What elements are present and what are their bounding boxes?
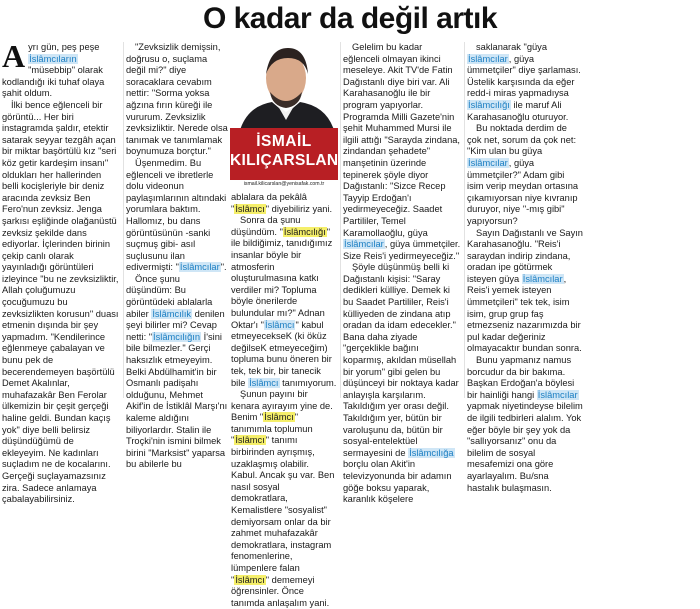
highlighted-term: İslâmcıların <box>29 53 77 64</box>
body-text: " tanımı birbirinden ayrışmış, uzaklaşmış olabilir. Kabul. Ancak şu var. Ben nasıl sosyal demokratlara, Kemalistlere "sosyalist" demiyorsam onlar da bir zahmet muhafazakâr demokratlara, instagram fenomenlerine, lümpenlere falan " <box>231 435 335 585</box>
paragraph <box>126 158 228 274</box>
highlighted-term: İslâmcılar <box>522 273 563 284</box>
body-text: saklanarak "güya <box>476 42 548 52</box>
paragraph <box>231 389 337 609</box>
body-text: İ'sini bile bilmezler." Gerçi haksızlık etmeyeyim. Belki Abdülhamit'in bir Osmanlı padişahı olduğunu, Mehmet Akif'in de İstiklâl Marşı'nı kaleme aldığını biliyorlardır. Stalin ile Troçki'nin ismini bilmek birini "Marksist" yaparsa bu abilerle bu <box>126 331 228 470</box>
body-text: , güya ümmetçiler. Size Reis'i yedirmeyeceğiz." <box>343 239 461 261</box>
body-text: Bu noktada derdim de çok net, sorum da çok net: "Kim ulan bu güya <box>467 123 577 157</box>
paragraph <box>343 42 461 262</box>
highlighted-term: İslâmcı <box>264 319 295 330</box>
body-text: borçlu olan Akit'in televizyonunda bir adamın göğe boksu yaparak, karanlık köşelere <box>343 459 452 505</box>
dropcap: A <box>2 38 26 74</box>
body-text: Önce şunu düşündüm: Bu görüntüdeki ablalarla abiler <box>126 273 213 319</box>
author-byline <box>230 128 338 180</box>
paragraph <box>467 42 583 123</box>
paragraph <box>126 42 228 158</box>
body-text: " tanımımla toplumun " <box>231 412 313 446</box>
paragraph <box>467 228 583 356</box>
paragraph <box>343 262 461 505</box>
body-text: Şunun payını bir kenara ayırayım yine de. Benim " <box>231 389 333 423</box>
highlighted-term: İslâmcılığa <box>409 447 454 458</box>
body-text: Şöyle düşünmüş belli ki Dağıstanlı kişisi: "Saray dedikleri külliye. Demek ki bu Saadet Partililer, Reis'i külliyeden de zindana atıp oradan da idam edecekler." Bana daha ziyade "gerçeklikle bağını koparmış, akıldan müsellah bir yorum" gibi gelen bu düşünceyi bir noktaya kadar anlayışla karşılarım. Takıldığım yer orası değil. Takıldığım yer, bütün bir varoluşunu da, bütün bir sosyal-entelektüel sermayesini de <box>343 262 459 458</box>
column-2 <box>126 42 228 470</box>
body-text: Sayın Dağıstanlı ve Sayın Karahasanoğlu. "Reis'i saraydan indirip zindana, oradan ipe götürmek isteyen güya <box>467 227 583 284</box>
column-3 <box>231 192 337 608</box>
body-text: , Reis'i yemek isteyen ümmetçileri" tek tek, isim isim, grup grup faş etmezseniz nazarımızda bir pul kadar değeriniz olmayacaktır bundan sonra. <box>467 273 582 354</box>
body-text: Üşenmedim. Bu eğlenceli ve ibretlerle dolu videonun paylaşımlarının altındaki yorumlara baktım. Hallomız, bu dans görüntüsünün -sanki suçmuş gibi- asıl suçlusunu ilan edivermişti: " <box>126 157 227 273</box>
highlighted-term: İslâmcılık <box>152 308 192 319</box>
paragraph <box>231 215 337 389</box>
column-divider <box>464 42 465 398</box>
body-text: " diyebiliriz yani. <box>265 203 333 214</box>
paragraph <box>231 192 337 215</box>
body-text: Bunu yapmanız namus borcudur da bir bakıma. Başkan Erdoğan'a böylesi bir hainliği hangi <box>467 355 575 400</box>
highlighted-term: İslâmcı <box>235 435 265 446</box>
author-portrait-icon <box>230 40 338 130</box>
author-email[interactable]: ismail.kilicarslan@yenisafak.com.tr <box>243 181 325 187</box>
headline: O kadar da değil artık <box>202 2 498 35</box>
paragraph <box>126 274 228 471</box>
body-text: , güya ümmetçiler?" Adam gibi isim verip meydan ortasına çıkamıyorsan niye kıvranıp duruyor, niye "-mış gibi" yapıyorsun? <box>467 157 579 226</box>
body-text: tanımıyorum. <box>279 377 337 388</box>
column-1 <box>2 38 120 505</box>
body-text: İlki bence eğlenceli bir görüntü... Her biri instagramda şaldır, etektir satarak seyyar tezgâh açan bir miktar başörtülü kız "seri köz getir kardeşim insanı" oldukları her hallerinden belli kocişleriyle bir deniz aracında zevksiz Ben Fero'nun zevksiz. Jenga şarkısı eşliğinde olağanüstü zevksiz şekilde dans ediyorlar. İçlerinden birinin çekip canlı olarak yayınladığı görüntüleri izleyince "bu ne zevksizliktir, Allah çoluğumuzu çocuğumuzu bu zevksizlikten korusun" duası etmenin dışında bir şey yapmadım. "Kendilerince eğlenmeye çabalayan ve bunu pek de becerendemeyen başörtülü Demet Akalınlar, muhafazakâr Ben Ferolar ülkemizin bir çeşit gerçeği haline geldi. Bundan kaçış yok" diye belli belirsiz düşündüğümü de ekleyeyim. Ne kadınları suçladım ne de kocalarını. Gerçeği suçlayamazsınız zira. Sadece anlamaya çabalayabilirsiniz. <box>2 99 119 505</box>
highlighted-term: İslâmcılar <box>179 262 220 273</box>
body-text: "Zevksizlik demişsin, doğrusu o, suçlama değil mi?" diye soracaklara cevabım nettir: "Sorma yoksa ağzına fırın küreği ile vururum. Zevksizlik zevksizliktir. Nerede olsa tanımak ve tanımlamak boynumuza borçtur." <box>126 42 228 157</box>
column-5 <box>467 42 583 493</box>
highlighted-term: İslâmcılığın <box>153 331 201 342</box>
highlighted-term: İslâmcılar <box>344 239 384 250</box>
column-divider <box>123 42 124 398</box>
highlighted-term: İslâmcılar <box>468 157 508 168</box>
body-text: yapmak niyetindeyse bilelim de ilgili tedbirleri alalım. Yok eğer böyle bir şey yok da "sallıyorsanız" onu da bilelim de sosyal mesafemizi ona göre ayarlayalım. Bu/sna hastalık bulaşmasın. <box>467 401 583 493</box>
column-4 <box>343 42 461 505</box>
body-text: yrı gün, peş peşe <box>28 42 100 52</box>
body-text: ablalara da pekâlâ " <box>231 192 307 214</box>
highlighted-term: İslâmcı <box>264 412 294 423</box>
highlighted-term: İslâmcı <box>235 203 265 214</box>
body-text: , güya ümmetçiler" diye şarlaması. Üstelik karşısında da eğer redd-i miras yapmadıysa <box>467 53 581 99</box>
author-last-name: KILIÇARSLAN <box>230 152 339 169</box>
highlighted-term: İslâmcılığı <box>468 99 510 110</box>
body-text: ". <box>220 262 227 273</box>
highlighted-term: İslâmcılar <box>537 389 578 400</box>
body-text: Gelelim bu kadar eğlenceli olmayan ikinci meseleye. Akit TV'de Fatin Dağıstanlı diye biri var. Ali Karahasanoğlu ile bir program yapıyorlar. Programda Milli Gazete'nin şehit Muhammed Mursi ile ilgili attığı "Sarayda zindana, zindandan şehadete" manşetinin üzerinde tepinerek şöyle diyor Dağıstanlı: "Sizce Recep Tayyip Erdoğan'ı yedirmeyeceğiz. Saadet Partililer, Temel Karamollaoğlu, güya <box>343 42 460 238</box>
highlighted-term: İslâmcılığı <box>283 226 326 237</box>
body-text: Sonra da şunu düşündüm. " <box>231 215 301 237</box>
column-divider <box>340 42 341 398</box>
body-text: " dememeyi öğrensinler. Önce tanımda anlaşalım yani. <box>231 574 330 608</box>
paragraph <box>2 100 120 506</box>
author-first-name: İSMAİL <box>256 133 312 150</box>
body-text: ile maruf Ali Karahasanoğlu oturuyor. <box>467 99 569 122</box>
highlighted-term: İslâmcı <box>235 574 265 585</box>
body-text: "müsebbip" olarak kodlandığı iki tuhaf olaya şahit oldum. <box>2 65 105 99</box>
body-text: denilen şeyi bilirler mi? Cevap netti: " <box>126 308 225 342</box>
highlighted-term: İslâmcılar <box>468 53 508 64</box>
paragraph <box>467 355 583 494</box>
highlighted-term: İslâmcı <box>249 377 279 388</box>
body-text: " ile bildiğimiz, tanıdığımız insanlar böyle bir atmosferin oluşturulmasına katkı verdiler mi? Topluma böyle önerilerde bulundular mı?" Adnan Oktar'ı " <box>231 226 333 330</box>
body-text: " kabul etmeyecekseK (ki öküz değilseK etmeyeceğim) topluma bunu öneren bir tek, tek bir, bir tanecik bile <box>231 319 332 388</box>
paragraph <box>467 123 583 227</box>
